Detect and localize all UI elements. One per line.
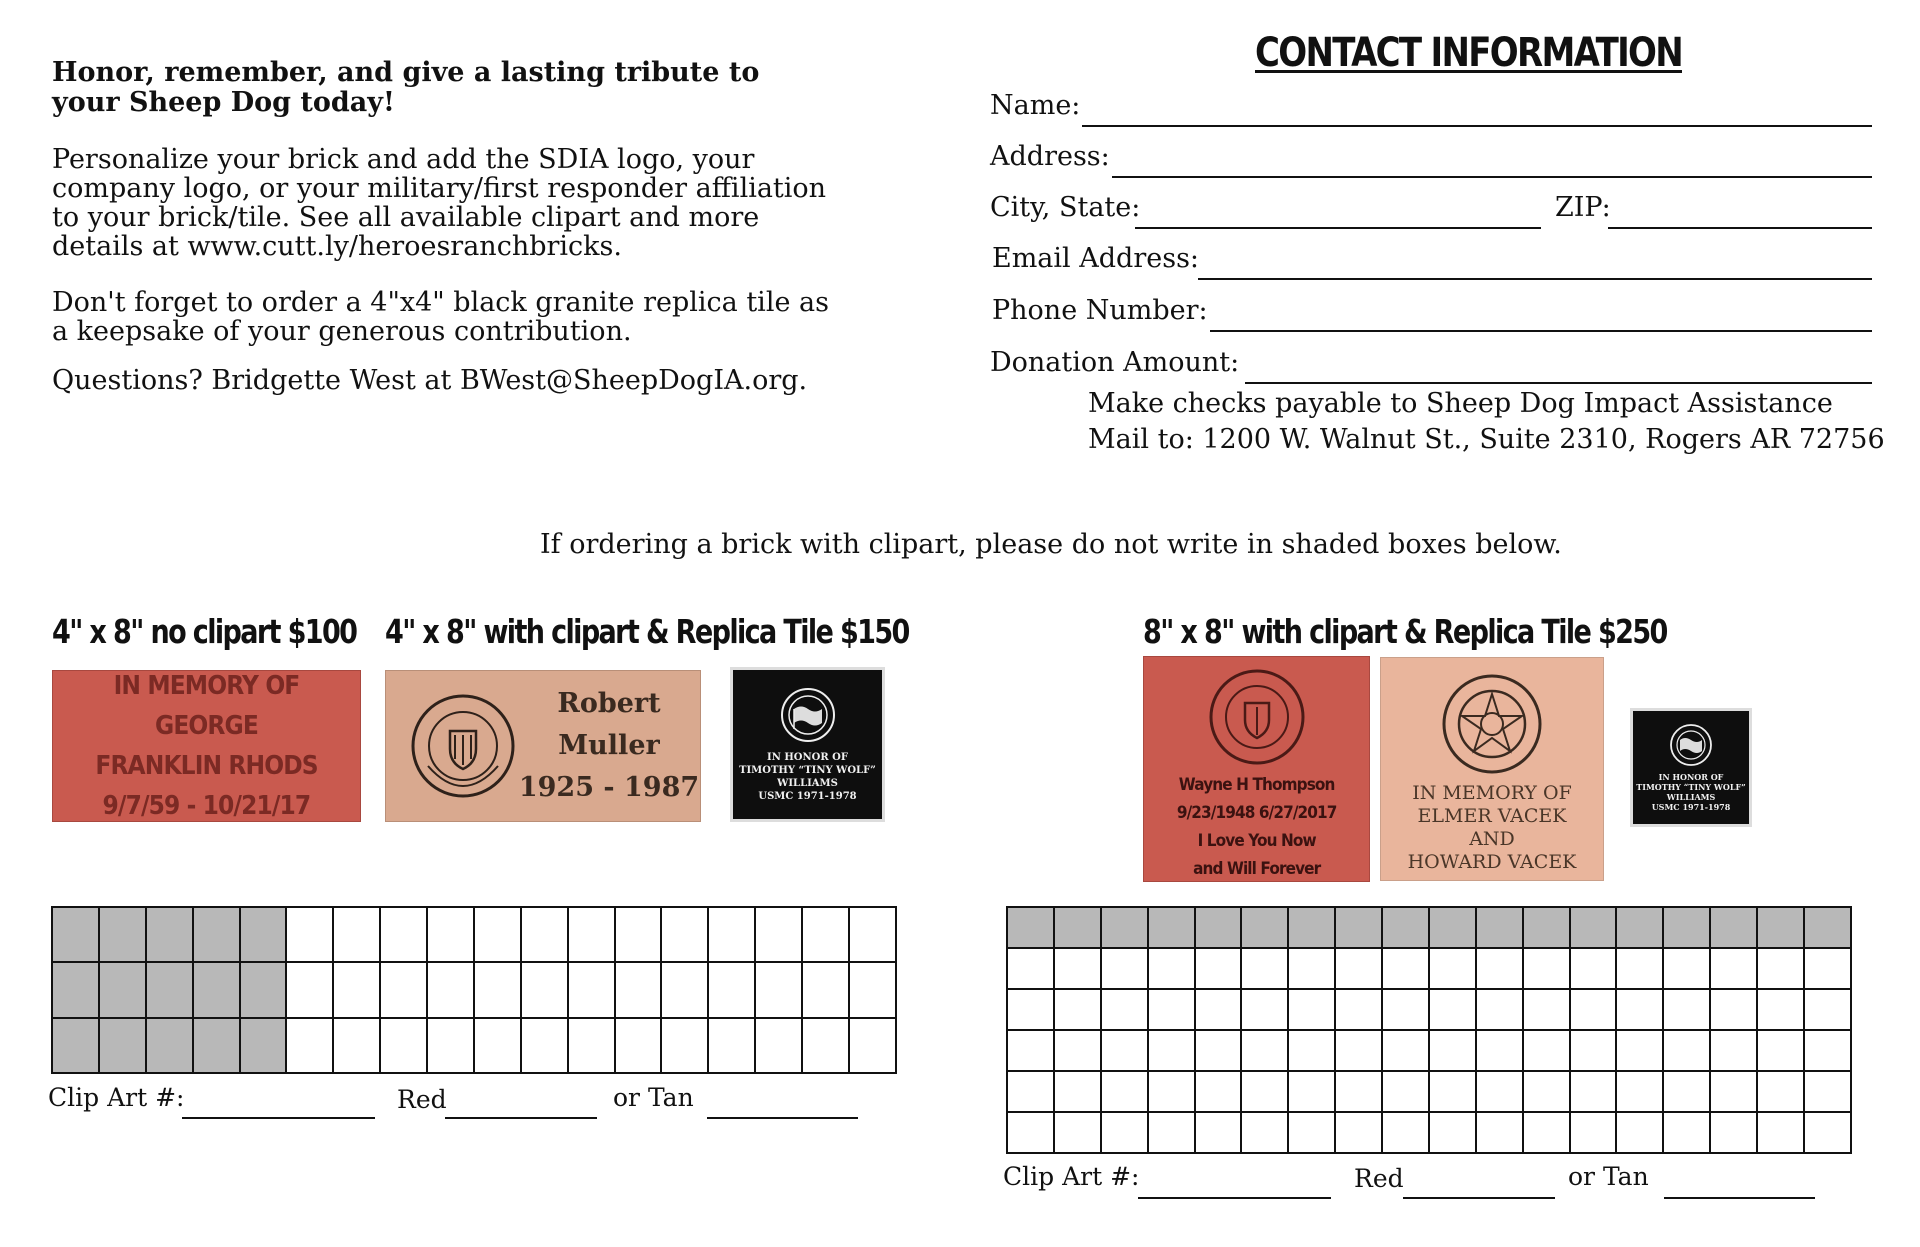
shaded-letter-box <box>1335 907 1382 948</box>
letter-box[interactable] <box>755 962 802 1017</box>
letter-box[interactable] <box>849 962 896 1017</box>
letter-box[interactable] <box>1007 1071 1054 1112</box>
letter-box[interactable] <box>1288 948 1335 989</box>
intro-questions: Questions? Bridgette West at BWest@SheepDogIA.org. <box>52 365 808 396</box>
phone-field[interactable] <box>1210 330 1872 332</box>
letter-box[interactable] <box>1570 989 1617 1030</box>
letter-box[interactable] <box>1429 1112 1476 1153</box>
letter-box[interactable] <box>1101 1030 1148 1071</box>
tile-line: TIMOTHY “TINY WOLF” <box>739 764 876 776</box>
letter-box[interactable] <box>1382 1071 1429 1112</box>
tile-line: IN HONOR OF <box>767 751 848 763</box>
name-label: Name: <box>990 90 1081 121</box>
letter-box[interactable] <box>1429 948 1476 989</box>
shaded-letter-box <box>52 907 99 962</box>
tile-line: IN HONOR OF <box>1658 772 1724 782</box>
letter-box[interactable] <box>474 907 521 962</box>
shaded-letter-box <box>52 962 99 1017</box>
brick-line: 1925 - 1987 <box>518 772 700 803</box>
shaded-letter-box <box>240 962 287 1017</box>
letter-box[interactable] <box>1054 989 1101 1030</box>
tile-line: WILLIAMS <box>1666 792 1716 802</box>
brick-line: and Will Forever <box>1192 859 1321 879</box>
american-legion-emblem-icon <box>1440 672 1544 776</box>
letter-box[interactable] <box>1570 1112 1617 1153</box>
letter-box[interactable] <box>1523 1030 1570 1071</box>
shaded-letter-box <box>1663 907 1710 948</box>
shaded-letter-box <box>1804 907 1851 948</box>
letter-box[interactable] <box>427 962 474 1017</box>
letter-box[interactable] <box>1804 1112 1851 1153</box>
letter-box[interactable] <box>1710 1030 1757 1071</box>
shaded-letter-box <box>240 907 287 962</box>
brick-line: Robert <box>557 688 661 719</box>
letter-box[interactable] <box>568 1018 615 1073</box>
letter-box[interactable] <box>1288 1112 1335 1153</box>
letter-box[interactable] <box>1710 1112 1757 1153</box>
shaded-letter-box <box>1241 907 1288 948</box>
example-replica-tile-small <box>1630 708 1752 827</box>
option-no-clipart-heading: 4" x 8" no clipart $100 <box>52 612 357 651</box>
letter-box[interactable] <box>661 1018 708 1073</box>
letter-box[interactable] <box>661 962 708 1017</box>
letter-box[interactable] <box>1710 948 1757 989</box>
letter-box[interactable] <box>1382 1112 1429 1153</box>
letter-box[interactable] <box>568 907 615 962</box>
letter-box[interactable] <box>1476 948 1523 989</box>
shaded-letter-box <box>1007 907 1054 948</box>
letter-box[interactable] <box>708 1018 755 1073</box>
letter-box[interactable] <box>1007 948 1054 989</box>
letter-box[interactable] <box>1804 1071 1851 1112</box>
shaded-letter-box <box>52 1018 99 1073</box>
letter-box[interactable] <box>380 962 427 1017</box>
name-field[interactable] <box>1082 125 1872 127</box>
letter-box[interactable] <box>1335 1030 1382 1071</box>
contact-title: CONTACT INFORMATION <box>1255 30 1682 76</box>
letter-box[interactable] <box>1757 948 1804 989</box>
intro-paragraph-clipart: Personalize your brick and add the SDIA logo, your company logo, or your military/first responder affiliation to your brick/tile. See all available clipart and more details at www.cutt.ly/heroesranchbricks. <box>52 144 827 262</box>
clipart-number-label: Clip Art #: <box>1003 1162 1140 1191</box>
option-with-clipart-heading: 4" x 8" with clipart & Replica Tile $150 <box>385 612 909 651</box>
letter-box[interactable] <box>849 907 896 962</box>
letter-box[interactable] <box>1195 989 1242 1030</box>
brick-line: HOWARD VACEK <box>1407 851 1577 873</box>
letter-box[interactable] <box>1616 1030 1663 1071</box>
tile-line: TIMOTHY “TINY WOLF” <box>1636 782 1746 792</box>
letter-box[interactable] <box>1101 1071 1148 1112</box>
letter-box[interactable] <box>1101 1112 1148 1153</box>
letter-box[interactable] <box>1663 989 1710 1030</box>
shaded-letter-box <box>1570 907 1617 948</box>
letter-box[interactable] <box>1335 989 1382 1030</box>
grid-row <box>1007 1112 1851 1153</box>
clipart-number-label: Clip Art #: <box>48 1083 185 1112</box>
shaded-letter-box <box>193 962 240 1017</box>
coast-guard-seal-icon <box>408 691 518 801</box>
grid-row <box>1007 989 1851 1030</box>
letter-box[interactable] <box>1616 1071 1663 1112</box>
letter-box[interactable] <box>1195 1030 1242 1071</box>
city-state-label: City, State: <box>990 192 1141 223</box>
letter-box[interactable] <box>1382 948 1429 989</box>
red-field[interactable] <box>445 1117 597 1119</box>
tile-line: WILLIAMS <box>777 777 838 789</box>
letter-box[interactable] <box>1710 1071 1757 1112</box>
letter-box[interactable] <box>802 1018 849 1073</box>
shaded-letter-box <box>1382 907 1429 948</box>
letter-box[interactable] <box>802 962 849 1017</box>
city-state-field[interactable] <box>1135 227 1541 229</box>
letter-box[interactable] <box>1570 1071 1617 1112</box>
example-brick-8x8-tan <box>1380 657 1604 881</box>
checks-payable-note: Make checks payable to Sheep Dog Impact Assistance <box>1088 388 1833 419</box>
letter-box[interactable] <box>1429 1030 1476 1071</box>
order-grid-8x8 <box>1006 906 1852 1154</box>
shaded-letter-box <box>1101 907 1148 948</box>
tan-field[interactable] <box>1664 1197 1815 1199</box>
letter-box[interactable] <box>1663 948 1710 989</box>
letter-box[interactable] <box>1757 1112 1804 1153</box>
shaded-letter-box <box>1288 907 1335 948</box>
letter-box[interactable] <box>380 907 427 962</box>
letter-box[interactable] <box>849 1018 896 1073</box>
letter-box[interactable] <box>1288 1030 1335 1071</box>
letter-box[interactable] <box>1804 1030 1851 1071</box>
letter-box[interactable] <box>615 962 662 1017</box>
shaded-letter-box <box>1523 907 1570 948</box>
letter-box[interactable] <box>1101 989 1148 1030</box>
shaded-letter-box <box>1757 907 1804 948</box>
shaded-letter-box <box>1429 907 1476 948</box>
letter-box[interactable] <box>1241 1071 1288 1112</box>
letter-box[interactable] <box>333 962 380 1017</box>
letter-box[interactable] <box>380 1018 427 1073</box>
letter-box[interactable] <box>1616 1112 1663 1153</box>
letter-box[interactable] <box>1523 989 1570 1030</box>
letter-box[interactable] <box>1476 1071 1523 1112</box>
letter-box[interactable] <box>286 907 333 962</box>
letter-box[interactable] <box>755 1018 802 1073</box>
letter-box[interactable] <box>1148 1030 1195 1071</box>
brick-line: 9/23/1948 6/27/2017 <box>1176 803 1337 823</box>
intro-headline: Honor, remember, and give a lasting tribute to your Sheep Dog today! <box>52 57 760 118</box>
red-field[interactable] <box>1403 1197 1555 1199</box>
shaded-letter-box <box>1616 907 1663 948</box>
example-brick-with-clipart <box>385 670 701 822</box>
tan-label: or Tan <box>613 1083 694 1112</box>
example-brick-8x8-red <box>1143 656 1370 882</box>
grid-row <box>1007 948 1851 989</box>
letter-box[interactable] <box>1054 1030 1101 1071</box>
order-grid-4x8 <box>51 906 897 1074</box>
letter-box[interactable] <box>1148 1071 1195 1112</box>
letter-box[interactable] <box>427 1018 474 1073</box>
letter-box[interactable] <box>1429 989 1476 1030</box>
red-label: Red <box>397 1085 447 1114</box>
letter-box[interactable] <box>1570 948 1617 989</box>
letter-box[interactable] <box>1523 1071 1570 1112</box>
letter-box[interactable] <box>521 962 568 1017</box>
shaded-letter-box <box>99 1018 146 1073</box>
grid-row <box>52 1018 896 1073</box>
brick-line: AND <box>1469 828 1515 850</box>
shaded-letter-box <box>1710 907 1757 948</box>
letter-box[interactable] <box>1476 1112 1523 1153</box>
letter-box[interactable] <box>333 907 380 962</box>
letter-box[interactable] <box>1148 989 1195 1030</box>
donation-field[interactable] <box>1245 382 1872 384</box>
letter-box[interactable] <box>1523 948 1570 989</box>
tile-line: USMC 1971-1978 <box>758 790 857 802</box>
brick-line: Wayne H Thompson <box>1178 775 1335 795</box>
letter-box[interactable] <box>1101 948 1148 989</box>
letter-box[interactable] <box>1054 1112 1101 1153</box>
letter-box[interactable] <box>1804 948 1851 989</box>
grid-row <box>52 962 896 1017</box>
letter-box[interactable] <box>1335 1112 1382 1153</box>
letter-box[interactable] <box>521 907 568 962</box>
shaded-letter-box <box>1476 907 1523 948</box>
letter-box[interactable] <box>1570 1030 1617 1071</box>
letter-box[interactable] <box>708 962 755 1017</box>
brick-line: ELMER VACEK <box>1417 805 1567 827</box>
zip-field[interactable] <box>1608 227 1872 229</box>
phone-label: Phone Number: <box>992 295 1208 326</box>
flag-medallion-icon <box>1669 723 1713 767</box>
shaded-letter-box <box>1148 907 1195 948</box>
shaded-letter-box <box>146 962 193 1017</box>
letter-box[interactable] <box>708 907 755 962</box>
brick-line: 9/7/59 - 10/21/17 <box>102 791 311 821</box>
letter-box[interactable] <box>1663 1071 1710 1112</box>
letter-box[interactable] <box>1241 989 1288 1030</box>
letter-box[interactable] <box>427 907 474 962</box>
example-replica-tile <box>730 667 885 822</box>
tan-label: or Tan <box>1568 1162 1649 1191</box>
letter-box[interactable] <box>1616 989 1663 1030</box>
brick-line: IN MEMORY OF GEORGE <box>113 671 300 741</box>
letter-box[interactable] <box>1710 989 1757 1030</box>
letter-box[interactable] <box>1195 1071 1242 1112</box>
grid-row <box>1007 907 1851 948</box>
letter-box[interactable] <box>1054 948 1101 989</box>
letter-box[interactable] <box>521 1018 568 1073</box>
letter-box[interactable] <box>1335 1071 1382 1112</box>
letter-box[interactable] <box>1335 948 1382 989</box>
brick-line: IN MEMORY OF <box>1412 782 1572 804</box>
coast-guard-seal-icon <box>1207 667 1307 767</box>
clipart-number-field[interactable] <box>1138 1197 1331 1199</box>
letter-box[interactable] <box>1757 1030 1804 1071</box>
clipart-number-field[interactable] <box>182 1117 375 1119</box>
shaded-letter-box <box>146 1018 193 1073</box>
letter-box[interactable] <box>1616 948 1663 989</box>
letter-box[interactable] <box>1241 1112 1288 1153</box>
letter-box[interactable] <box>1288 989 1335 1030</box>
shaded-letter-box <box>99 962 146 1017</box>
brick-line: Muller <box>558 730 660 761</box>
letter-box[interactable] <box>1241 1030 1288 1071</box>
letter-box[interactable] <box>286 1018 333 1073</box>
letter-box[interactable] <box>1241 948 1288 989</box>
clipart-instruction: If ordering a brick with clipart, please do not write in shaded boxes below. <box>540 529 1562 560</box>
example-brick-no-clipart <box>52 670 361 822</box>
shaded-letter-box <box>1195 907 1242 948</box>
letter-box[interactable] <box>1382 1030 1429 1071</box>
letter-box[interactable] <box>1429 1071 1476 1112</box>
email-label: Email Address: <box>992 243 1200 274</box>
letter-box[interactable] <box>568 962 615 1017</box>
letter-box[interactable] <box>1804 989 1851 1030</box>
tile-line: USMC 1971-1978 <box>1651 802 1731 812</box>
letter-box[interactable] <box>1148 948 1195 989</box>
letter-box[interactable] <box>1288 1071 1335 1112</box>
letter-box[interactable] <box>286 962 333 1017</box>
zip-label: ZIP: <box>1555 192 1611 223</box>
letter-box[interactable] <box>1007 1112 1054 1153</box>
shaded-letter-box <box>193 907 240 962</box>
letter-box[interactable] <box>1054 1071 1101 1112</box>
shaded-letter-box <box>146 907 193 962</box>
letter-box[interactable] <box>1663 1112 1710 1153</box>
donation-label: Donation Amount: <box>990 347 1240 378</box>
letter-box[interactable] <box>1007 1030 1054 1071</box>
letter-box[interactable] <box>615 1018 662 1073</box>
flag-medallion-icon <box>780 687 836 743</box>
letter-box[interactable] <box>802 907 849 962</box>
letter-box[interactable] <box>1757 989 1804 1030</box>
letter-box[interactable] <box>1663 1030 1710 1071</box>
intro-paragraph-replica: Don't forget to order a 4"x4" black granite replica tile as a keepsake of your generous contribution. <box>52 287 829 347</box>
letter-box[interactable] <box>1523 1112 1570 1153</box>
letter-box[interactable] <box>474 962 521 1017</box>
letter-box[interactable] <box>1757 1071 1804 1112</box>
grid-row <box>1007 1030 1851 1071</box>
brick-line: FRANKLIN RHODS <box>95 751 318 781</box>
letter-box[interactable] <box>333 1018 380 1073</box>
red-label: Red <box>1354 1164 1404 1193</box>
address-field[interactable] <box>1112 176 1872 178</box>
grid-row <box>1007 1071 1851 1112</box>
shaded-letter-box <box>1054 907 1101 948</box>
letter-box[interactable] <box>1007 989 1054 1030</box>
grid-row <box>52 907 896 962</box>
shaded-letter-box <box>99 907 146 962</box>
letter-box[interactable] <box>755 907 802 962</box>
shaded-letter-box <box>240 1018 287 1073</box>
letter-box[interactable] <box>1195 1112 1242 1153</box>
tan-field[interactable] <box>707 1117 858 1119</box>
letter-box[interactable] <box>1382 989 1429 1030</box>
email-field[interactable] <box>1198 278 1872 280</box>
letter-box[interactable] <box>1195 948 1242 989</box>
letter-box[interactable] <box>615 907 662 962</box>
letter-box[interactable] <box>1476 989 1523 1030</box>
brick-line: I Love You Now <box>1197 831 1316 851</box>
letter-box[interactable] <box>474 1018 521 1073</box>
letter-box[interactable] <box>1476 1030 1523 1071</box>
address-label: Address: <box>990 141 1110 172</box>
mailing-address-note: Mail to: 1200 W. Walnut St., Suite 2310, Rogers AR 72756 <box>1088 424 1885 455</box>
shaded-letter-box <box>193 1018 240 1073</box>
letter-box[interactable] <box>661 907 708 962</box>
option-8x8-heading: 8" x 8" with clipart & Replica Tile $250 <box>1143 612 1667 651</box>
letter-box[interactable] <box>1148 1112 1195 1153</box>
